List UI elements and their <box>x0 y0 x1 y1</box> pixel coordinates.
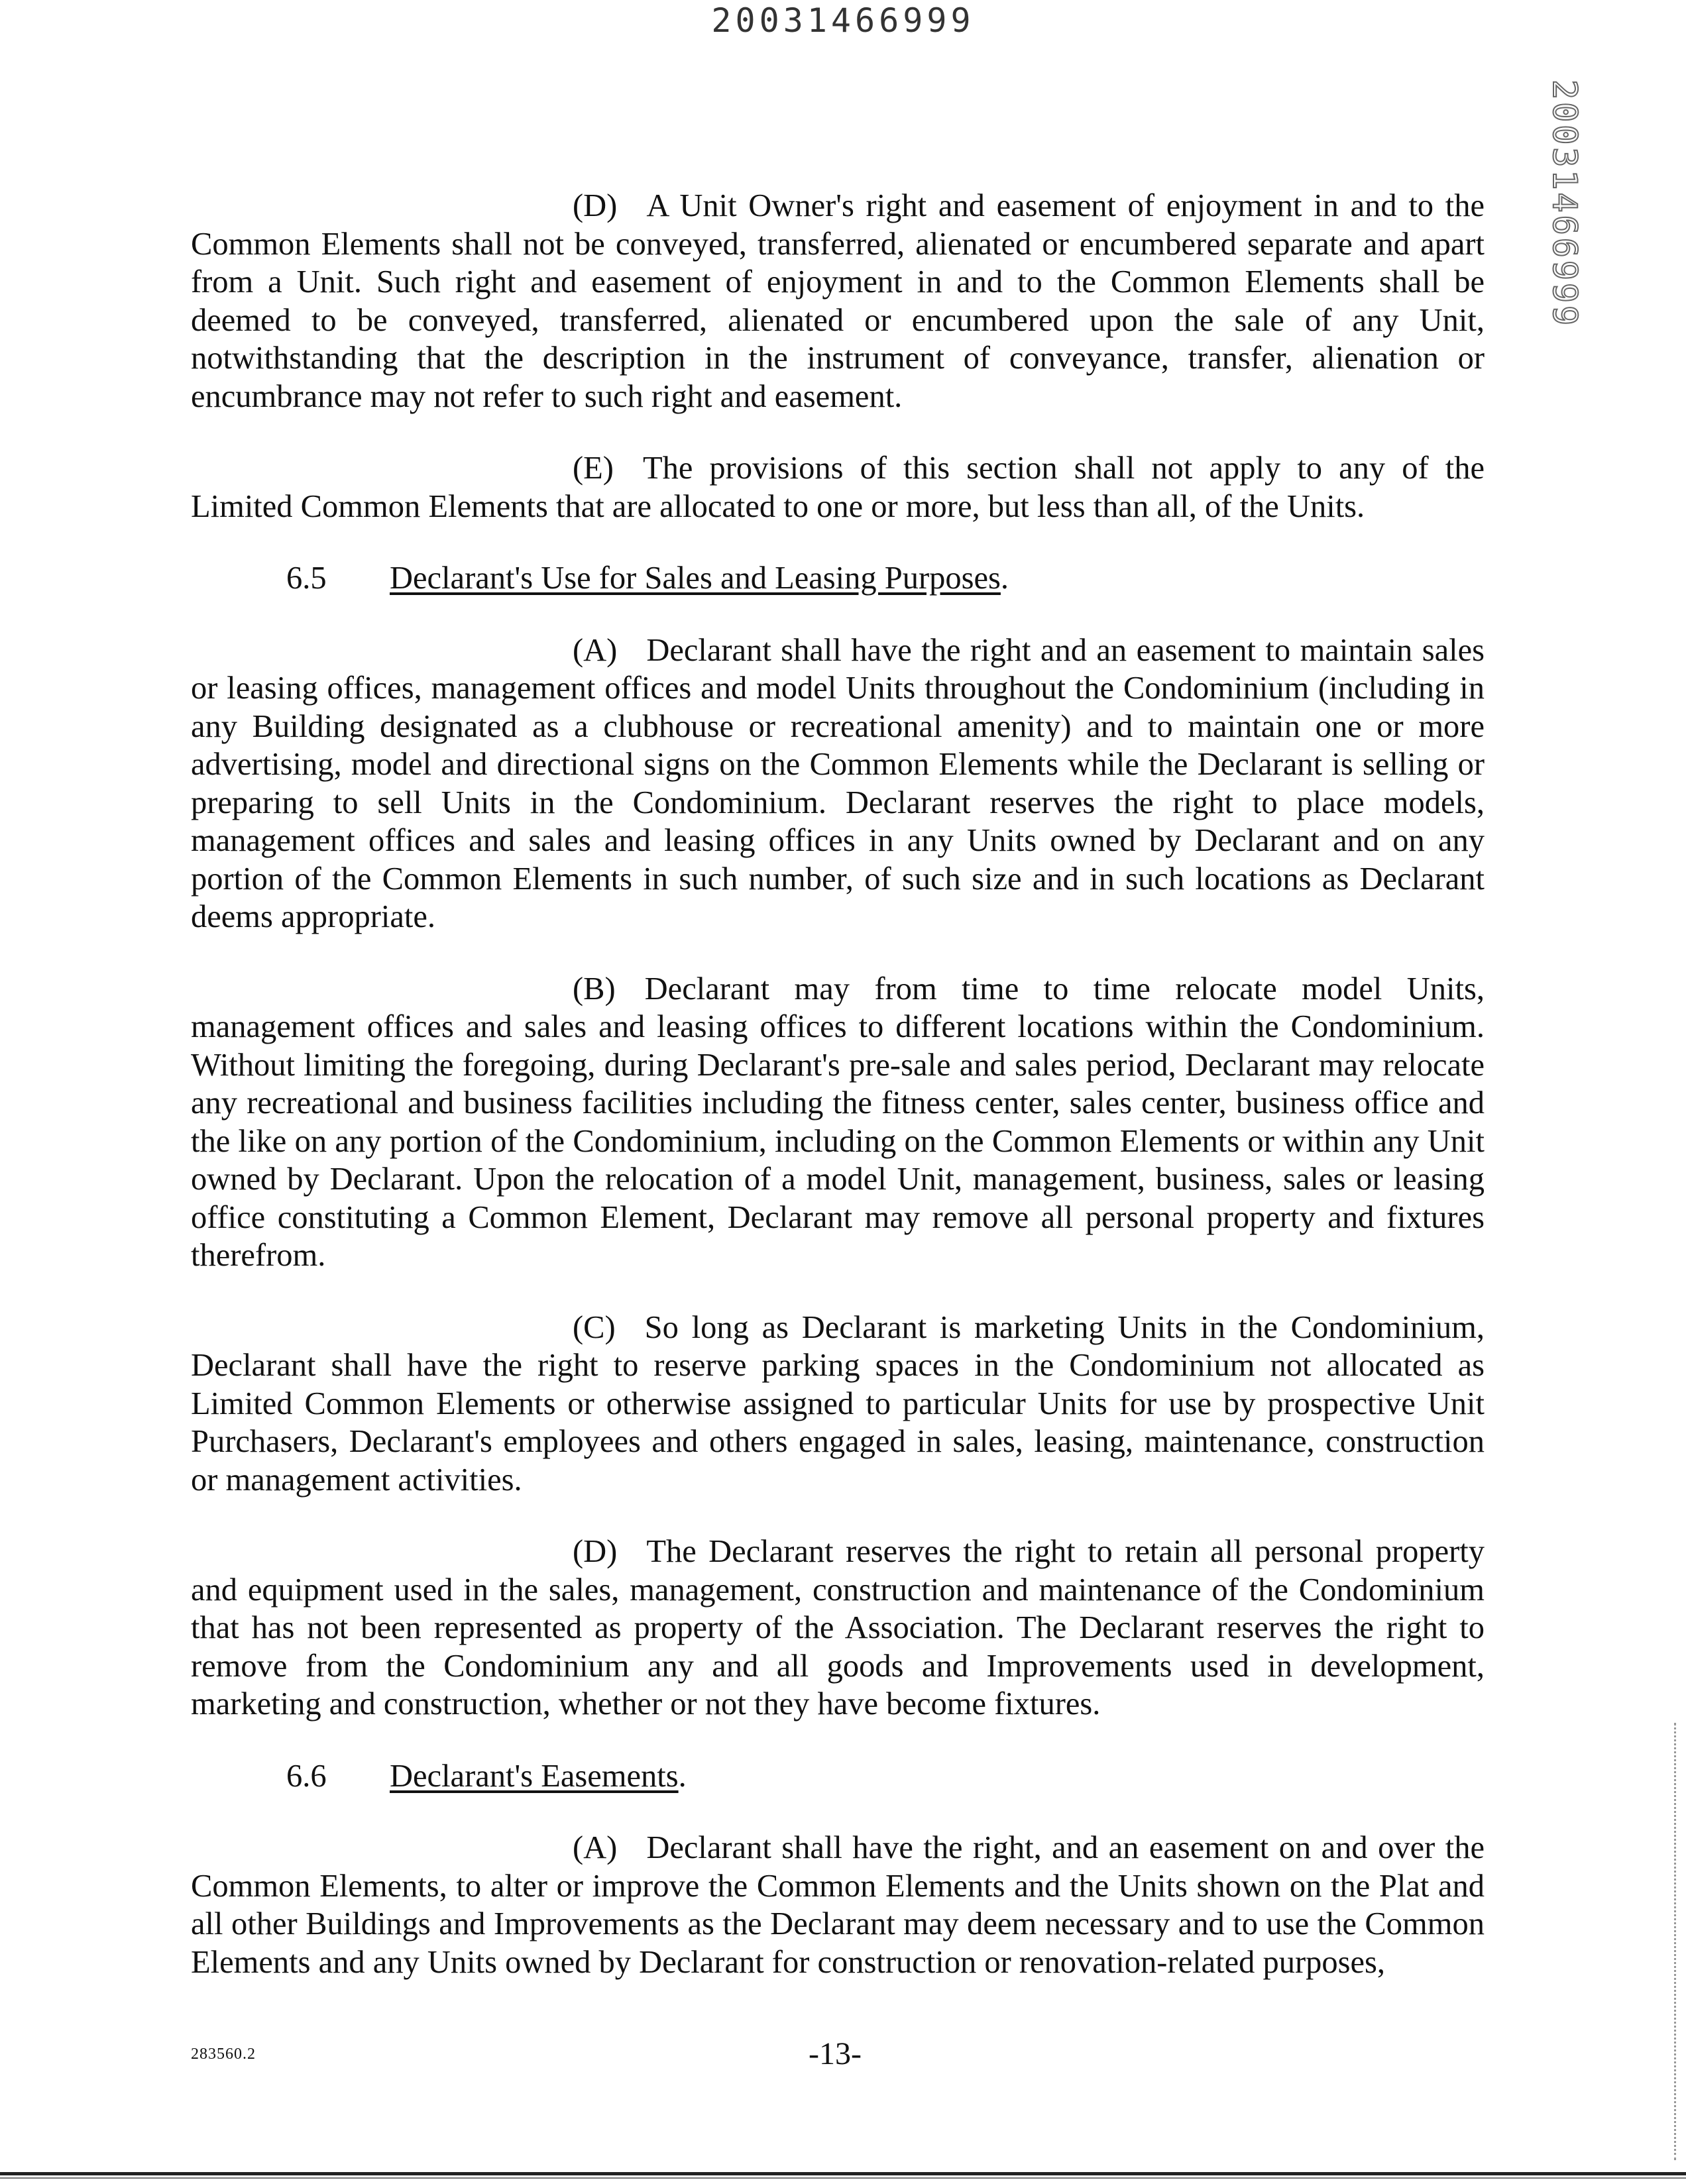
paragraph-text: A Unit Owner's right and easement of enjoyment in and to the Common Elements shall not be conveyed, transferred, alienated or encumbered separate and apart from a Unit. Such right and easement of enjoyment in and to the Common Elements shall be deemed to be conveyed, transferred, alienated or encumbered upon the sale of any Unit, notwithstanding that the description in the instrument of conveyance, transfer, alienation or encumbrance may not refer to such right and easement. <box>191 188 1485 414</box>
section-title: Declarant's Easements <box>390 1758 679 1794</box>
scan-bottom-edge <box>0 2172 1686 2175</box>
paragraph-text: The provisions of this section shall not apply to any of the Limited Common Elements that are allocated to one or more, but less than all, of the Units. <box>191 451 1485 524</box>
scan-edge-mark <box>1674 1723 1678 2160</box>
section-number: 6.5 <box>286 561 327 596</box>
paragraph-label: (A) <box>573 1830 618 1865</box>
document-body <box>191 187 1485 2015</box>
scan-bottom-edge-secondary <box>0 2177 1686 2179</box>
section-heading-6-6 <box>191 1757 1485 1796</box>
paragraph-label: (D) <box>573 1534 618 1569</box>
paragraph-label: (E) <box>573 451 614 486</box>
paragraph-6-5-c <box>191 1309 1485 1500</box>
paragraph-text: The Declarant reserves the right to retain all personal property and equipment used in the sales, management, construction and maintenance of the Condominium that has not been represented as property of the Association. The Declarant reserves the right to remove from the Condominium any and all goods and Improvements used in development, marketing and construction, whether or not they have become fixtures. <box>191 1534 1485 1721</box>
paragraph-label: (B) <box>573 971 616 1007</box>
side-recording-stamp: 20031466999 <box>1546 80 1584 329</box>
paragraph-6-5-a <box>191 631 1485 936</box>
section-title-period: . <box>1000 561 1009 596</box>
section-title-period: . <box>678 1758 687 1794</box>
paragraph-6-6-a <box>191 1829 1485 1981</box>
document-id: 283560.2 <box>191 2046 256 2063</box>
section-title: Declarant's Use for Sales and Leasing Purposes <box>390 561 1001 596</box>
paragraph-text: So long as Declarant is marketing Units in the Condominium, Declarant shall have the right to reserve parking spaces in the Condominium not allocated as Limited Common Elements or otherwise assigned to particular Units for use by prospective Unit Purchasers, Declarant's employees and others engaged in sales, leasing, maintenance, construction or management activities. <box>191 1309 1485 1498</box>
paragraph-label: (C) <box>573 1309 616 1345</box>
paragraph-label: (D) <box>573 188 618 223</box>
paragraph-6-5-b <box>191 970 1485 1275</box>
paragraph-d-common-elements <box>191 187 1485 415</box>
paragraph-label: (A) <box>573 632 618 668</box>
section-heading-6-5 <box>191 559 1485 598</box>
paragraph-6-5-d <box>191 1533 1485 1723</box>
paragraph-e-limited-common-elements <box>191 449 1485 525</box>
paragraph-text: Declarant shall have the right, and an easement on and over the Common Elements, to alter or improve the Common Elements and the Units shown on the Plat and all other Buildings and Improvements as the Declarant may deem necessary and to use the Common Elements and any Units owned by Declarant for construction or renovation-related purposes, <box>191 1830 1485 1980</box>
paragraph-text: Declarant may from time to time relocate model Units, management offices and sales and leasing offices to different locations within the Condominium. Without limiting the foregoing, during Declarant's pre-sale and sales period, Declarant may relocate any recreational and business facilities including the fitness center, sales center, business office and the like on any portion of the Condominium, including on the Common Elements or within any Unit owned by Declarant. Upon the relocation of a model Unit, management, business, sales or leasing office constituting a Common Element, Declarant may remove all personal property and fixtures therefrom. <box>191 971 1485 1273</box>
section-number: 6.6 <box>286 1758 327 1794</box>
recording-number-stamp: 20031466999 <box>711 1 975 40</box>
paragraph-text: Declarant shall have the right and an easement to maintain sales or leasing offices, management offices and model Units throughout the Condominium (including in any Building designated as a clubhouse or recreational amenity) and to maintain one or more advertising, model and directional signs on the Common Elements while the Declarant is selling or preparing to sell Units in the Condominium. Declarant reserves the right to place models, management offices and sales and leasing offices in any Units owned by Declarant and on any portion of the Common Elements in such number, of such size and in such locations as Declarant deems appropriate. <box>191 632 1485 934</box>
page-number: -13- <box>809 2036 862 2071</box>
